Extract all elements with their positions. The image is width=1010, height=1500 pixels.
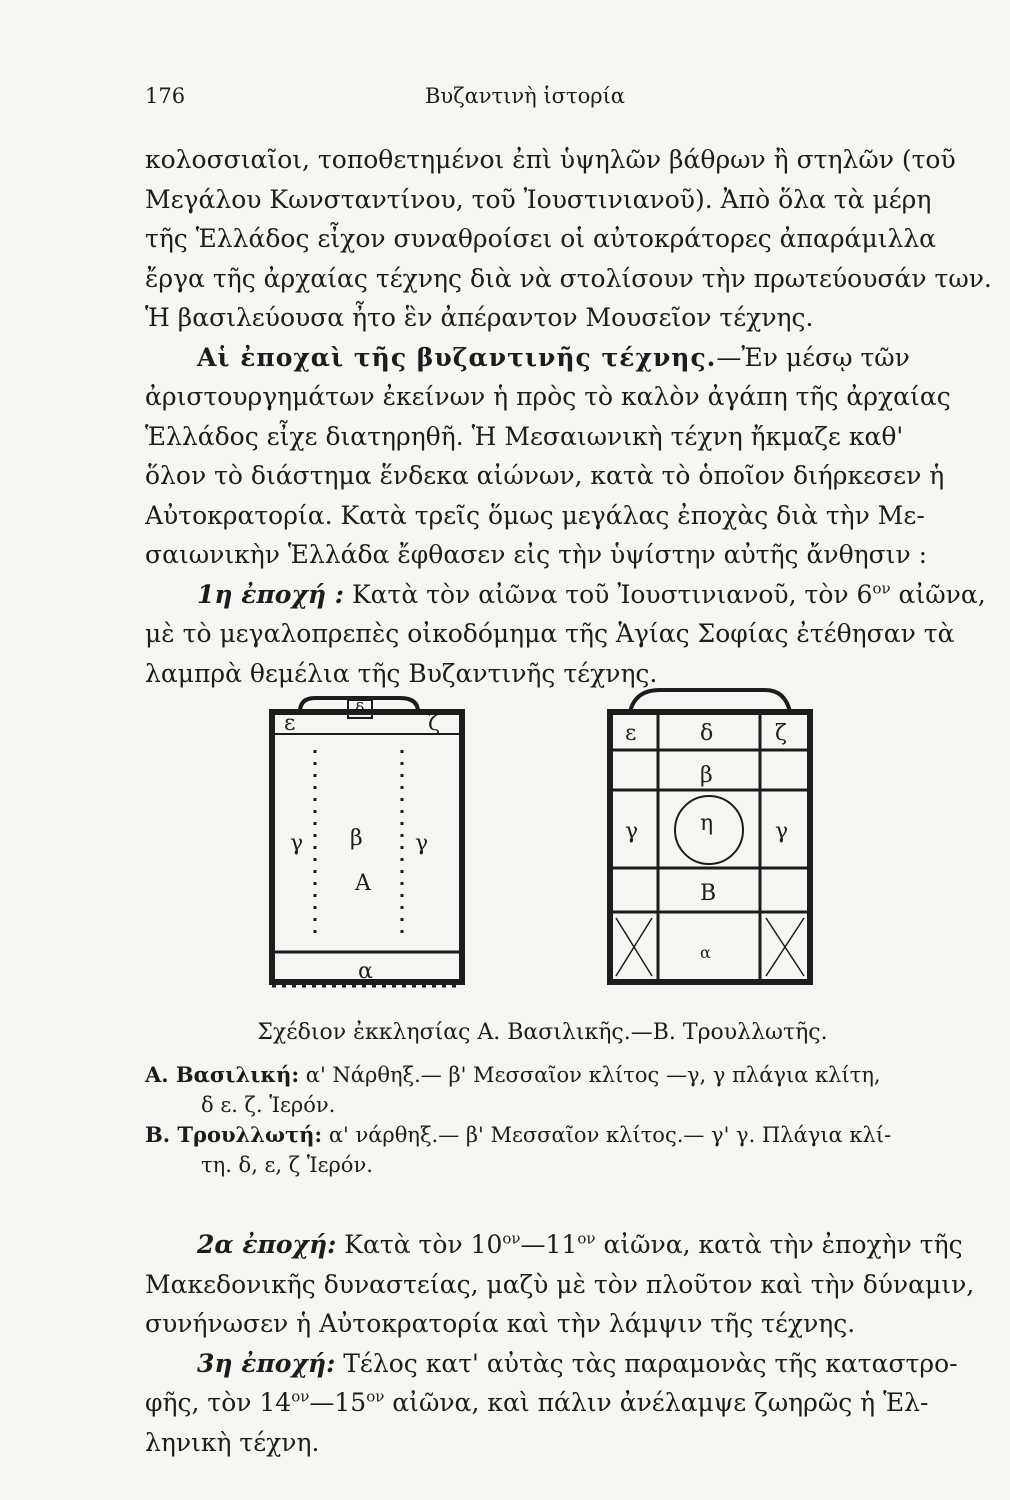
legend-label: Α. Βασιλική: xyxy=(145,1062,300,1087)
domed-label-h: η xyxy=(700,811,714,836)
domed-label-g-left: γ xyxy=(625,819,639,844)
text-line: σαιωνικὴν Ἑλλάδα ἔφθασεν εἰς τὴν ὑψίστην αὐτῆς ἄνθησιν : xyxy=(145,540,928,569)
paragraph-opening xyxy=(145,140,992,693)
text-run: φῆς, τὸν 14 xyxy=(145,1388,292,1417)
church-plans-drawing xyxy=(260,690,820,995)
text-line: μὲ τὸ μεγαλοπρεπὲς οἰκοδόμημα τῆς Ἁγίας Σοφίας ἐτέθησαν τὰ xyxy=(145,619,955,648)
epoch1-first-line xyxy=(145,575,986,615)
basilica-label-A: Α xyxy=(355,871,371,896)
domed-label-g-right: γ xyxy=(775,819,789,844)
superscript: ον xyxy=(366,1387,385,1406)
text-line: Μεγάλου Κωνσταντίνου, τοῦ Ἰουστινιανοῦ). Ἀπὸ ὅλα τὰ μέρη xyxy=(145,184,932,214)
legend-text: α' νάρθηξ.— β' Μεσσαῖον κλίτος.— γ' γ. Πλάγια κλί- xyxy=(322,1123,892,1147)
basilica-label-a: α xyxy=(358,959,373,984)
text-line: ἔργα τῆς ἀρχαίας τέχνης διὰ νὰ στολίσουν τὴν πρωτεύουσάν των. xyxy=(145,263,992,293)
basilica-label-d: δ xyxy=(355,699,365,718)
epoch1-label: 1η ἐποχή : xyxy=(197,579,344,609)
text-line: λαμπρὰ θεμέλια τῆς Βυζαντινῆς τέχνης. xyxy=(145,658,658,688)
domed-label-a: α xyxy=(700,943,711,962)
domed-label-B: Β xyxy=(700,881,717,906)
church-plans-figure xyxy=(260,690,820,995)
text-run: Τέλος κατ' αὐτὰς τὰς παραμονὰς τῆς καταστρο- xyxy=(335,1348,958,1378)
domed-outline xyxy=(610,712,810,982)
paragraph-epochs xyxy=(145,1225,975,1462)
running-title: Βυζαντινὴ ἱστορία xyxy=(425,84,625,108)
figure-caption: Σχέδιον ἐκκλησίας Α. Βασιλικῆς.—Β. Τρουλλωτῆς. xyxy=(257,1020,828,1045)
epoch2-label: 2α ἐποχή: xyxy=(197,1230,337,1259)
figure-legend xyxy=(145,1060,940,1180)
domed-label-d: δ xyxy=(700,721,714,746)
text-line: Αὐτοκρατορία. Κατὰ τρεῖς ὅμως μεγάλας ἐποχὰς διὰ τὴν Με- xyxy=(145,500,925,530)
domed-label-b: β xyxy=(700,763,713,788)
section-first-line xyxy=(145,338,940,378)
superscript: ον xyxy=(502,1229,521,1248)
text-run: αἰῶνα, καὶ πάλιν ἀνέλαμψε ζωηρῶς ἡ Ἑλ- xyxy=(384,1388,929,1417)
epoch3-second-line xyxy=(145,1383,940,1423)
text-run: Κατὰ τὸν αἰῶνα τοῦ Ἰουστινιανοῦ, τὸν 6 xyxy=(344,579,873,609)
basilica-label-g-right: γ xyxy=(415,831,429,856)
superscript: ον xyxy=(577,1229,596,1248)
text-line: συνήνωσεν ἡ Αὐτοκρατορία καὶ τὴν λάμψιν τῆς τέχνης. xyxy=(145,1309,856,1338)
page-number: 176 xyxy=(145,84,186,108)
domed-apse xyxy=(630,690,790,712)
basilica-label-g-left: γ xyxy=(290,831,304,856)
superscript: ον xyxy=(872,579,891,598)
text-run: Κατὰ τὸν 10 xyxy=(336,1230,503,1259)
basilica-label-e: ε xyxy=(284,711,296,736)
text-run: —Ἐν μέσῳ τῶν xyxy=(716,342,910,372)
page-header xyxy=(145,84,905,114)
superscript: ον xyxy=(291,1387,310,1406)
text-line: ἀριστουργημάτων ἐκείνων ἡ πρὸς τὸ καλὸν ἀγάπη τῆς ἀρχαίας xyxy=(145,382,951,411)
text-line: Μακεδονικῆς δυναστείας, μαζὺ μὲ τὸν πλοῦτον καὶ τὴν δύναμιν, xyxy=(145,1269,975,1299)
section-heading: Αἱ ἐποχαὶ τῆς βυζαντινῆς τέχνης. xyxy=(197,342,717,372)
text-line: ὅλον τὸ διάστημα ἕνδεκα αἰώνων, κατὰ τὸ ὁποῖον διήρκεσεν ἡ xyxy=(145,461,945,490)
basilica-label-z: ζ xyxy=(428,711,440,736)
text-line: Ἡ βασιλεύουσα ἦτο ἓν ἀπέραντον Μουσεῖον τέχνης. xyxy=(145,303,814,332)
epoch3-first-line xyxy=(145,1344,958,1384)
plan-labels xyxy=(284,699,788,984)
legend-continuation: τη. δ, ε, ζ Ἱερόν. xyxy=(201,1153,373,1177)
text-run: —15 xyxy=(309,1388,367,1417)
text-run: αἰῶνα, xyxy=(890,579,986,609)
text-line: κολοσσιαῖοι, τοποθετημένοι ἐπὶ ὑψηλῶν βάθρων ἢ στηλῶν (τοῦ xyxy=(145,145,956,174)
text-line: Ἑλλάδος εἶχε διατηρηθῆ. Ἡ Μεσαιωνικὴ τέχνη ἤκμαζε καθ' xyxy=(145,421,904,451)
text-line: ληνικὴ τέχνη. xyxy=(145,1427,320,1457)
text-run: αἰῶνα, κατὰ τὴν ἐποχὴν τῆς xyxy=(595,1230,963,1259)
basilica-label-b: β xyxy=(350,826,363,851)
domed-label-e: ε xyxy=(625,721,637,746)
epoch2-first-line xyxy=(145,1225,963,1265)
legend-entry-basilica xyxy=(145,1060,940,1090)
text-run: —11 xyxy=(520,1230,578,1259)
legend-continuation: δ ε. ζ. Ἱερόν. xyxy=(201,1093,336,1117)
domed-label-z: ζ xyxy=(775,721,787,746)
legend-entry-domed xyxy=(145,1120,940,1150)
epoch3-label: 3η ἐποχή: xyxy=(197,1348,336,1378)
text-line: τῆς Ἑλλάδος εἶχον συναθροίσει οἱ αὐτοκράτορες ἀπαράμιλλα xyxy=(145,224,937,253)
legend-label: Β. Τρουλλωτή: xyxy=(145,1122,323,1147)
legend-text: α' Νάρθηξ.— β' Μεσσαῖον κλίτος —γ, γ πλάγια κλίτη, xyxy=(299,1063,881,1087)
